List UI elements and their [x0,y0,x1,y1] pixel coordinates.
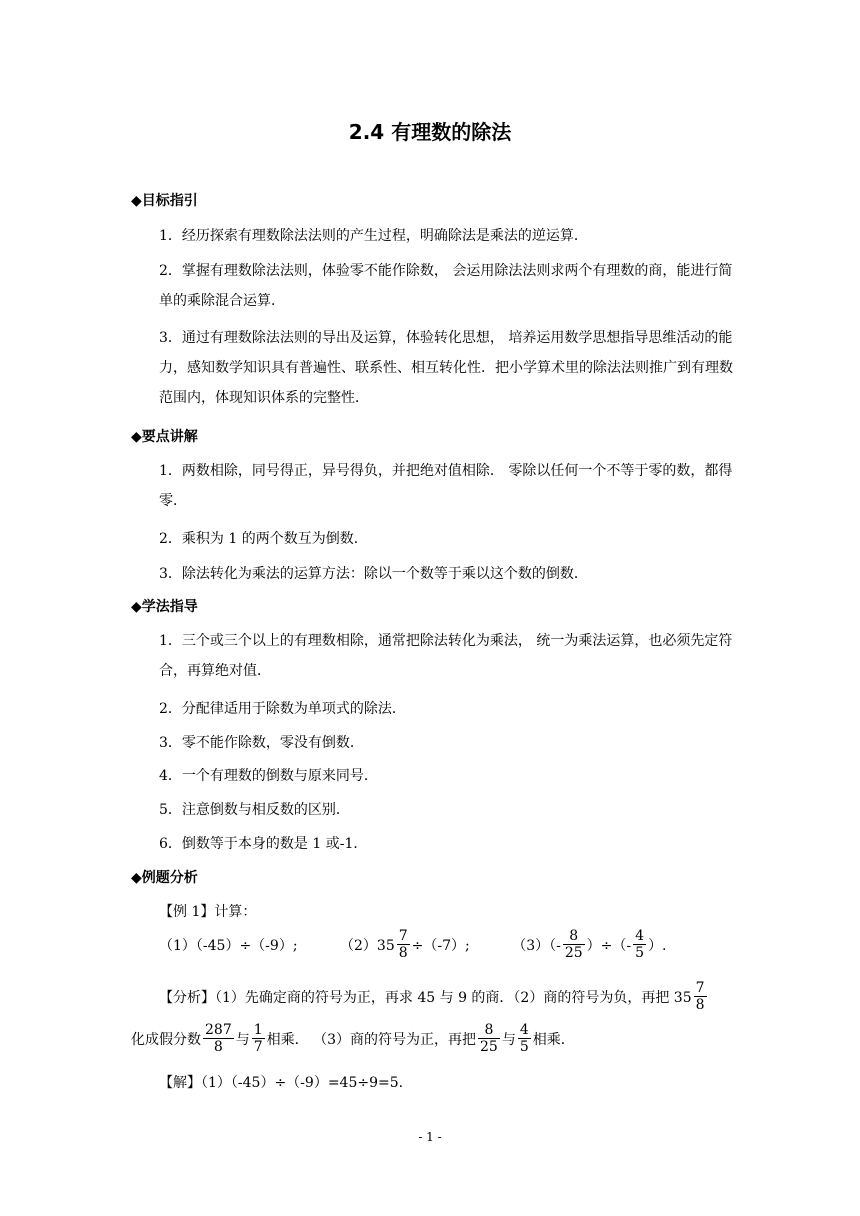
method-item-1: 1．三个或三个以上的有理数相除，通常把除法转化为乘法， 统一为乘法运算，也必须先定符合，再算绝对值． [159,633,733,679]
problem-3-prefix: （3）（- [512,937,561,954]
section-heading-points: ◆要点讲解 [131,429,198,445]
point-item-2: 2．乘积为 1 的两个数互为倒数． [159,531,368,547]
method-item-2: 2．分配律适用于除数为单项式的除法． [159,701,406,717]
solution-line: 【解】（1）（-45）÷（-9）=45÷9=5. [159,1075,404,1091]
goal-item-3: 3．通过有理数除法法则的导出及运算，体验转化思想， 培养运用数学思想指导思维活动的能力，感知数学知识具有普遍性、联系性、相互转化性．把小学算术里的除法法则推广到有理数范围内，体现知识体系的完整性． [159,330,733,406]
analysis-line-2: 化成假分数 $\frac{287}{8}$ 与 $\frac{1}{7}$ 相乘． （3）商的符号为正，再把 $\frac{8}{25}$ 与 $\frac{4}{5}$ 相乘． [131,1022,575,1055]
fraction-7-8-analysis: $\frac{7}{8}$ [695,980,705,1013]
section-heading-methods: ◆学法指导 [131,599,198,615]
point-item-3: 3．除法转化为乘法的运算方法：除以一个数等于乘以这个数的倒数． [159,566,588,582]
method-item-3: 3．零不能作除数，零没有倒数． [159,735,364,751]
analysis-line-1: 【分析】（1）先确定商的符号为正，再求 45 与 9 的商．（2）商的符号为负，再把 35 $\frac{7}{8}$ [159,980,705,1013]
point-item-1: 1．两数相除，同号得正，异号得负，并把绝对值相除． 零除以任何一个不等于零的数，都得零． [159,463,733,509]
example-1-label: 【例 1】计算： [159,904,257,920]
goal-item-1: 1．经历探索有理数除法法则的产生过程，明确除法是乘法的逆运算． [159,228,588,244]
problem-3-mid: ）÷（- [586,937,632,954]
fraction-7-8: $\frac{7}{8}$ [398,928,408,961]
page-title: 2.4 有理数的除法 [348,120,512,144]
section-heading-goals: ◆目标指引 [131,193,198,209]
method-item-6: 6．倒数等于本身的数是 1 或-1． [159,836,368,852]
page-number: - 1 - [418,1130,442,1144]
example-1-problems [159,928,667,961]
method-item-4: 4．一个有理数的倒数与原来同号． [159,768,378,784]
fraction-4-5-analysis: $\frac{4}{5}$ [519,1022,529,1055]
fraction-1-7: $\frac{1}{7}$ [253,1022,263,1055]
goal-item-2: 2．掌握有理数除法法则，体验零不能作除数， 会运用除法法则求两个有理数的商，能进行简单的乘除混合运算． [159,263,733,309]
fraction-8-25: $\frac{8}{25}$ [564,928,583,961]
problem-2-prefix: （2）35 [340,937,395,954]
fraction-8-25-analysis: $\frac{8}{25}$ [480,1022,498,1055]
method-item-5: 5．注意倒数与相反数的区别． [159,802,350,818]
problem-3-suffix: ）. [648,937,667,954]
fraction-287-8: $\frac{287}{8}$ [205,1022,232,1055]
problem-2-suffix: ÷（-7）; [411,937,470,954]
problem-1: （1）（-45）÷（-9）; [159,937,298,954]
fraction-4-5: $\frac{4}{5}$ [635,928,645,961]
section-heading-examples: ◆例题分析 [131,870,198,886]
